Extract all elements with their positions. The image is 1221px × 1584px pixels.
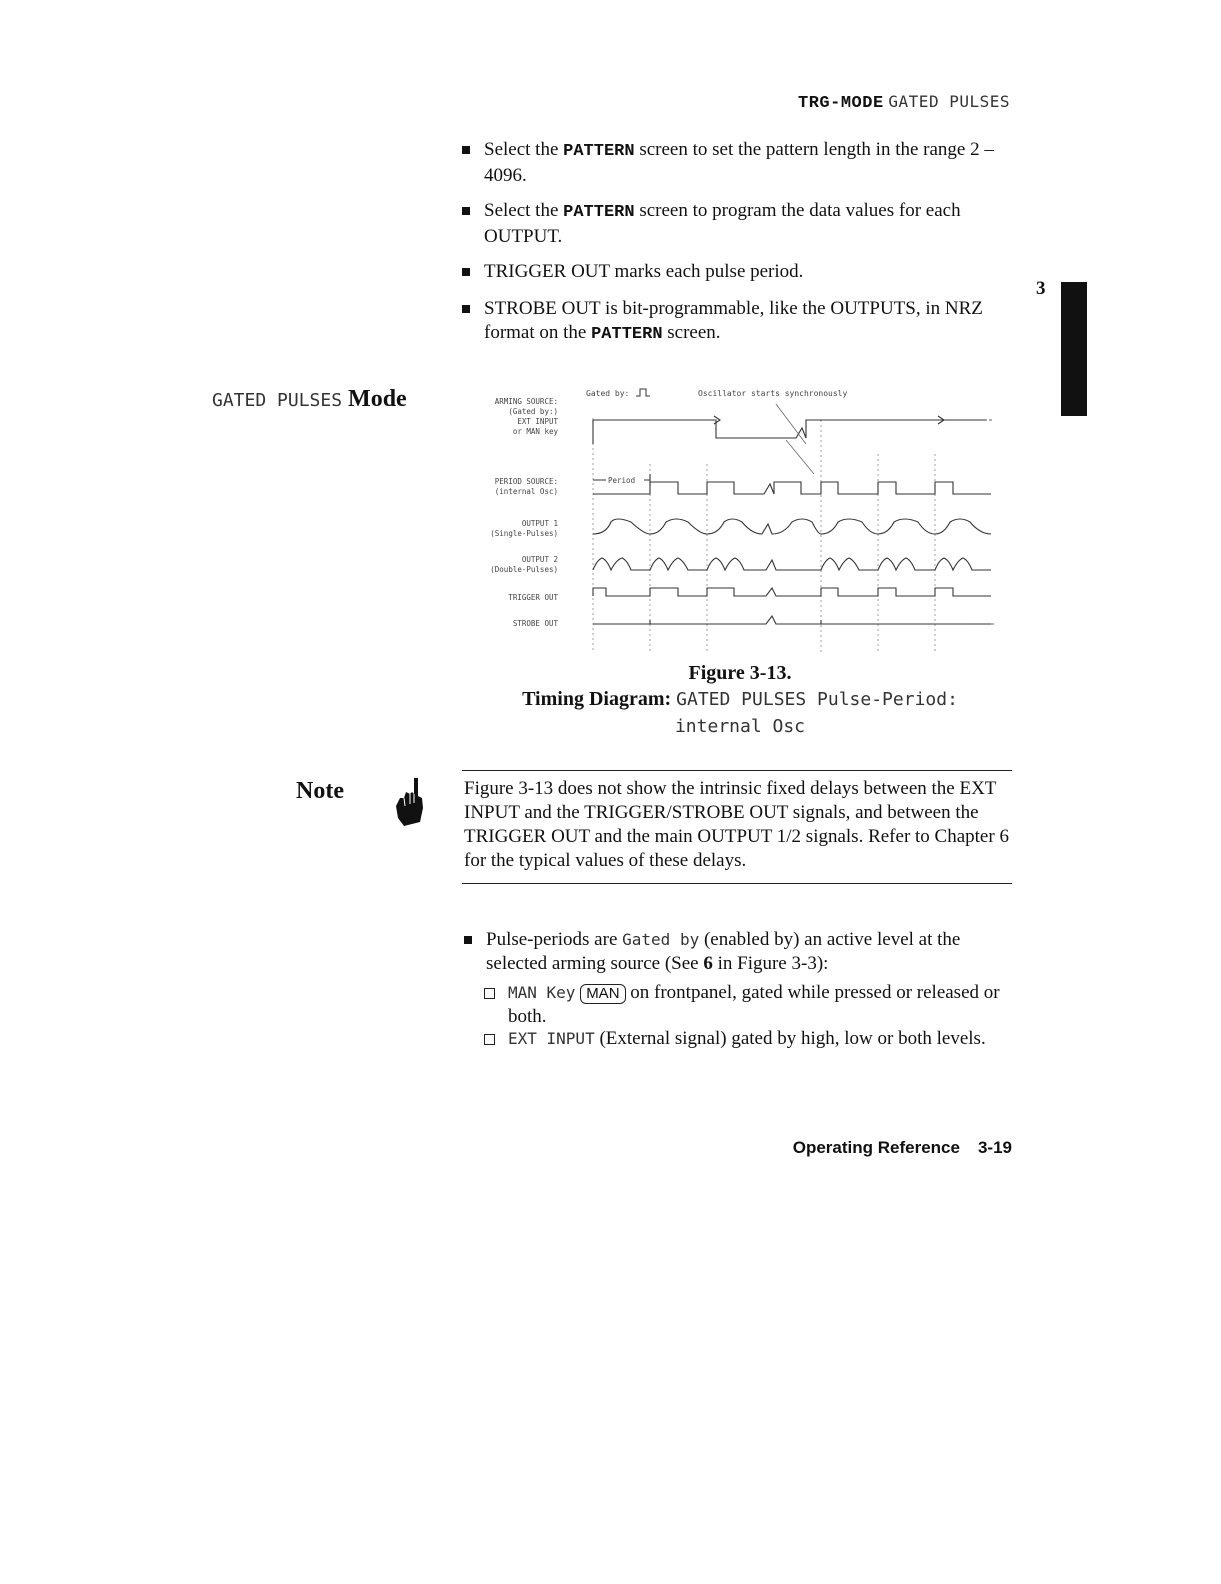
footer-section: Operating Reference xyxy=(792,1138,960,1157)
osc-note: Oscillator starts synchronously xyxy=(698,389,848,398)
period-source-waveform xyxy=(593,482,991,494)
row-label-man-key: or MAN key xyxy=(512,427,558,436)
section-lcd: GATED PULSES xyxy=(212,390,343,411)
checkbox-bullet-icon xyxy=(484,988,495,999)
checkbox-bullet-icon xyxy=(484,1034,495,1045)
gated-pulse-icon xyxy=(636,389,650,396)
bullet-icon xyxy=(464,936,472,944)
header-code: TRG-MODE xyxy=(798,94,884,113)
period-label: Period xyxy=(608,476,636,485)
note-box xyxy=(462,770,1012,884)
sub-item-man-key: MAN Key MAN on frontpanel, gated while pressed or released or both. xyxy=(464,981,1024,1029)
figure-lcd-2: internal Osc xyxy=(674,716,806,737)
chapter-tab xyxy=(1061,282,1087,416)
arming-waveform xyxy=(593,420,986,444)
gated-by-label: Gated by: xyxy=(586,389,630,398)
row-label-output2: OUTPUT 2 xyxy=(521,555,558,564)
running-header xyxy=(700,92,1010,113)
reference-lines xyxy=(593,418,935,652)
row-label-double-pulses: (Double-Pulses) xyxy=(490,565,558,574)
figure-caption xyxy=(460,660,1020,740)
diagonal-marker xyxy=(776,404,814,474)
row-label-single-pulses: (Single-Pulses) xyxy=(490,529,558,538)
section-title: Mode xyxy=(348,386,407,412)
row-label-ext-input: EXT INPUT xyxy=(517,417,558,426)
lower-bullet-list xyxy=(464,928,1024,1055)
figure-number: Figure 3-13. xyxy=(688,662,792,684)
note-text: Figure 3-13 does not show the intrinsic fixed delays between the EXT INPUT and the TRIGGER/STROBE OUT signals, and between the TRIGGER OUT and the main OUTPUT 1/2 signals. Refer to Chapter 6 for the typical values of these delays. xyxy=(464,778,1009,871)
sub-item-ext-input: EXT INPUT (External signal) gated by high, low or both levels. xyxy=(464,1027,1024,1051)
list-item: STROBE OUT is bit-programmable, like the OUTPUTS, in NRZ format on the PATTERN screen. xyxy=(462,297,1022,347)
row-label-arming: ARMING SOURCE: xyxy=(494,397,558,406)
row-label-strobe-out: STROBE OUT xyxy=(512,619,558,628)
row-label-output1: OUTPUT 1 xyxy=(521,519,558,528)
page-footer xyxy=(780,1138,1012,1158)
bullet-icon xyxy=(462,305,470,313)
page-number: 3-19 xyxy=(977,1138,1012,1157)
row-label-arming-sub: (Gated by:) xyxy=(508,407,558,416)
row-label-period-source: PERIOD SOURCE: xyxy=(494,477,558,486)
header-mode: GATED PULSES xyxy=(888,92,1010,111)
man-key-icon: MAN xyxy=(580,984,625,1004)
bullet-icon xyxy=(462,207,470,215)
row-label-trigger-out: TRIGGER OUT xyxy=(508,593,558,602)
row-label-internal-osc: (internal Osc) xyxy=(494,487,558,496)
timing-diagram xyxy=(466,384,1006,654)
list-item: Select the PATTERN screen to set the pattern length in the range 2 – 4096. xyxy=(462,138,1022,188)
figure-lcd-1: GATED PULSES Pulse-Period: xyxy=(676,689,958,710)
list-item: Select the PATTERN screen to program the data values for each OUTPUT. xyxy=(462,199,1022,249)
note-label: Note xyxy=(296,778,344,804)
section-heading xyxy=(212,386,407,413)
output2-waveform xyxy=(593,558,991,570)
list-item: TRIGGER OUT marks each pulse period. xyxy=(462,260,1022,286)
strobe-out-waveform xyxy=(593,616,991,624)
top-bullet-list xyxy=(462,138,1022,358)
list-item: Pulse-periods are Gated by (enabled by) an active level at the selected arming source (See 6 in Figure 3-3): xyxy=(464,928,1024,976)
chapter-number: 3 xyxy=(1036,278,1046,299)
trigger-out-waveform xyxy=(593,588,991,596)
bullet-icon xyxy=(462,146,470,154)
pointing-hand-icon xyxy=(392,776,426,830)
bullet-icon xyxy=(462,268,470,276)
output1-waveform xyxy=(593,519,991,534)
figure-title: Timing Diagram: xyxy=(522,688,672,710)
